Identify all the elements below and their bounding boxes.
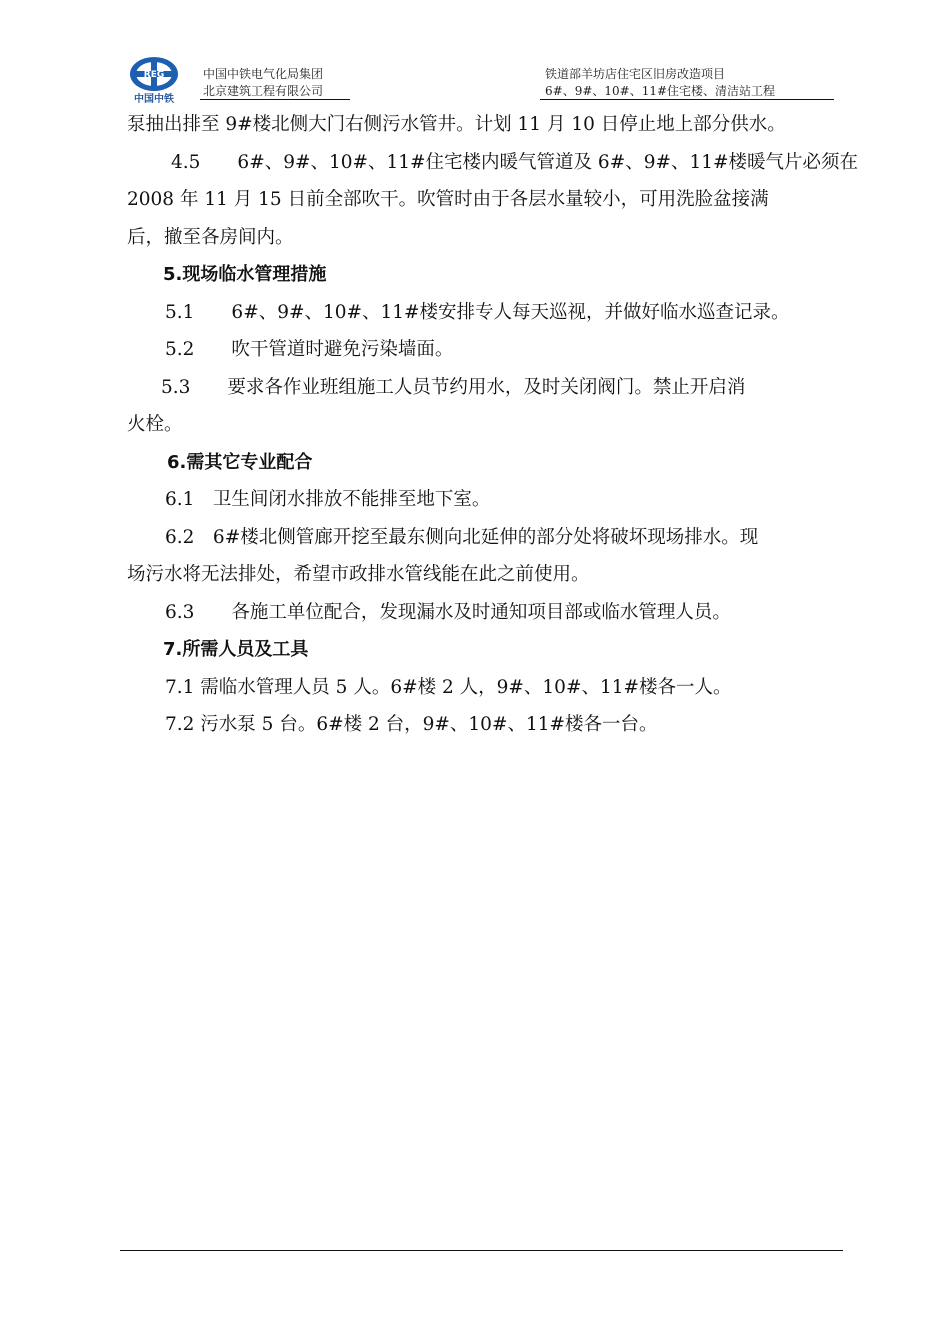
section-5-2: 5.2 吹干管道时避免污染墙面。 [165,339,454,360]
svg-text:REG: REG [143,70,165,80]
section-6-2-line1: 6.2 6#楼北侧管廊开挖至最东侧向北延伸的部分处将破坏现场排水。现 [165,526,759,548]
logo-text: 中国中铁 [134,94,174,105]
heading-5: 5.现场临水管理措施 [163,264,327,285]
heading-6: 6.需其它专业配合 [167,451,313,473]
project-name-line1: 铁道部羊坊店住宅区旧房改造项目 [545,67,726,81]
company-name-line1: 中国中铁电气化局集团 [203,67,324,81]
section-5-1: 5.1 6#、9#、10#、11#楼安排专人每天巡视，并做好临水巡查记录。 [165,301,790,323]
section-7-1: 7.1 需临水管理人员 5 人。6#楼 2 人，9#、10#、11#楼各一人。 [165,676,732,698]
section-4-5-line1: 4.5 6#、9#、10#、11#住宅楼内暖气管道及 6#、9#、11#楼暖气片必须在 [171,151,859,173]
text-line: 泵抽出排至 9#楼北侧大门右侧污水管井。计划 11 月 10 日停止地上部分供水。 [127,114,786,135]
company-name-line2: 北京建筑工程有限公司 [203,84,324,98]
section-7-2: 7.2 污水泵 5 台。6#楼 2 台，9#、10#、11#楼各一台。 [165,714,658,735]
heading-7: 7.所需人员及工具 [163,639,309,660]
section-4-5-line3: 后，撤至各房间内。 [127,226,294,248]
section-6-3: 6.3 各施工单位配合，发现漏水及时通知项目部或临水管理人员。 [165,601,731,623]
section-5-3-line1: 5.3 要求各作业班组施工人员节约用水，及时关闭阀门。禁止开启消 [161,376,746,398]
page-header [0,0,950,110]
document-body [127,106,867,744]
header-rule-right [540,99,834,100]
footer-rule [120,1250,843,1251]
header-rule-left [200,99,350,100]
section-6-2-line2: 场污水将无法排处，希望市政排水管线能在此之前使用。 [127,564,590,585]
section-5-3-line2: 火栓。 [127,414,183,435]
section-6-1: 6.1 卫生间闭水排放不能排至地下室。 [165,489,491,510]
project-name-line2: 6#、9#、10#、11#住宅楼、清洁站工程 [545,84,776,98]
section-4-5-line2: 2008 年 11 月 15 日前全部吹干。吹管时由于各层水量较小，可用洗脸盆接满 [127,189,769,210]
